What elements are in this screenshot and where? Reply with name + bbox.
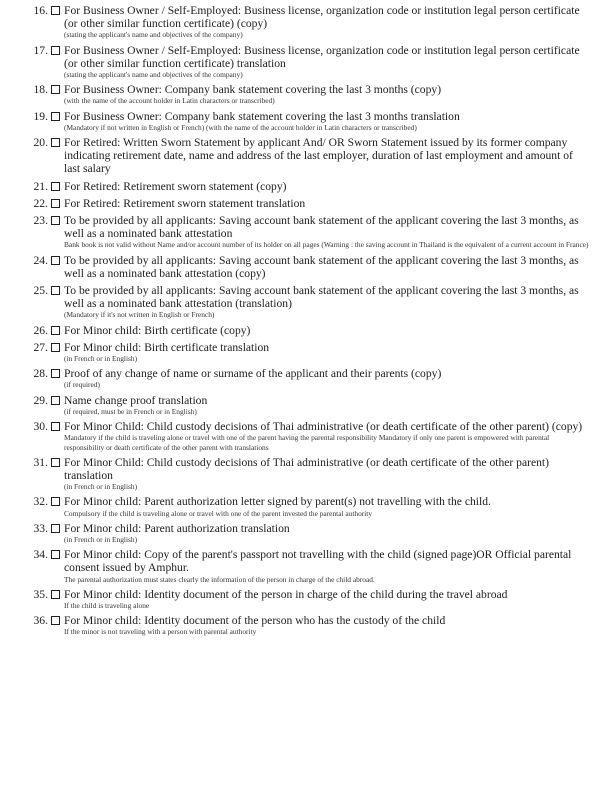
item-text: For Minor Child: Child custody decisions of Thai administrative (or death certificate of the other parent) (copy): [64, 420, 583, 434]
item-body: [64, 394, 590, 416]
item-body: [64, 180, 590, 193]
item-text: For Retired: Retirement sworn statement translation: [64, 196, 306, 210]
item-note: (if required): [64, 380, 100, 390]
item-body: [64, 456, 590, 492]
checklist-item: [18, 456, 590, 492]
item-text: For Minor child: Parent authorization translation: [64, 521, 290, 535]
checkbox[interactable]: [51, 286, 60, 295]
item-body: [64, 4, 590, 40]
item-number: 29.: [33, 393, 48, 407]
checkbox[interactable]: [51, 524, 60, 533]
checkbox[interactable]: [51, 458, 60, 467]
checkbox[interactable]: [51, 216, 60, 225]
checkbox[interactable]: [51, 396, 60, 405]
item-body: [64, 548, 590, 584]
item-number: 19.: [33, 109, 48, 123]
item-text: For Minor child: Parent authorization letter signed by parent(s) not travelling with the child.: [64, 495, 491, 509]
checklist-item: [18, 495, 590, 517]
item-body: [64, 214, 590, 250]
item-body: [64, 136, 590, 176]
item-text: For Retired: Retirement sworn statement (copy): [64, 179, 287, 193]
item-note: (in French or in English): [64, 354, 138, 364]
checklist-item: [18, 394, 590, 416]
item-text: To be provided by all applicants: Saving account bank statement of the applicant covering the last 3 months, as well as a nominated bank attestation (translation): [64, 284, 579, 311]
item-number: 36.: [33, 614, 48, 628]
item-body: [64, 254, 590, 280]
item-text: To be provided by all applicants: Saving account bank statement of the applicant covering the last 3 months, as well as a nominated bank attestation (copy): [64, 253, 579, 280]
checklist-item: [18, 136, 590, 176]
item-body: [64, 522, 590, 544]
checklist-item: [18, 44, 590, 80]
item-text: For Retired: Written Sworn Statement by applicant And/ OR Sworn Statement issued by its former company indicating retirement date, name and address of the last employer, duration of last employment and amount of last salary: [64, 136, 573, 176]
item-body: [64, 495, 590, 517]
checkbox[interactable]: [51, 326, 60, 335]
item-number: 35.: [33, 587, 48, 601]
item-number: 32.: [33, 495, 48, 509]
checkbox[interactable]: [51, 343, 60, 352]
checkbox[interactable]: [51, 422, 60, 431]
checkbox[interactable]: [51, 6, 60, 15]
item-note: The parental authorization must states clearly the information of the person in charge of the child abroad.: [64, 574, 375, 584]
item-number: 30.: [33, 420, 48, 434]
checklist-item: [18, 341, 590, 363]
checklist-item: [18, 420, 590, 452]
item-text: For Business Owner / Self-Employed: Business license, organization code or institution legal person certificate (or other similar function certificate) translation: [64, 43, 580, 70]
item-number: 22.: [33, 196, 48, 210]
checkbox[interactable]: [51, 112, 60, 121]
checkbox[interactable]: [51, 369, 60, 378]
checkbox[interactable]: [51, 85, 60, 94]
checklist-item: [18, 254, 590, 280]
item-note: Mandatory if the child is traveling alone or travel with one of the parent having the parental responsibility Mandatory if only one parent is empowered with parental responsibility or death certificate of the other parent with translations: [64, 433, 550, 452]
item-number: 23.: [33, 214, 48, 228]
item-body: [64, 197, 590, 210]
item-number: 17.: [33, 43, 48, 57]
checklist-item: [18, 83, 590, 105]
item-number: 24.: [33, 253, 48, 267]
item-number: 34.: [33, 548, 48, 562]
item-text: To be provided by all applicants: Saving account bank statement of the applicant covering the last 3 months, as well as a nominated bank attestation: [64, 214, 579, 241]
item-body: [64, 284, 590, 320]
checklist-item: [18, 367, 590, 389]
checkbox[interactable]: [51, 550, 60, 559]
item-text: For Business Owner: Company bank statement covering the last 3 months translation: [64, 109, 460, 123]
checklist-item: [18, 197, 590, 210]
item-body: [64, 367, 590, 389]
item-number: 21.: [33, 179, 48, 193]
checklist-item: [18, 180, 590, 193]
item-text: For Minor child: Birth certificate translation: [64, 340, 270, 354]
item-note: (if required, must be in French or in English): [64, 406, 197, 416]
checkbox[interactable]: [51, 199, 60, 208]
item-body: [64, 614, 590, 636]
item-note: (stating the applicant's name and objectives of the company): [64, 30, 243, 40]
checklist-item: [18, 4, 590, 40]
checklist-item: [18, 548, 590, 584]
checkbox[interactable]: [51, 497, 60, 506]
item-number: 33.: [33, 521, 48, 535]
item-text: For Business Owner: Company bank statement covering the last 3 months (copy): [64, 83, 442, 97]
item-note: (in French or in English): [64, 534, 138, 544]
item-body: [64, 588, 590, 610]
item-body: [64, 420, 590, 452]
item-number: 27.: [33, 340, 48, 354]
checklist-item: [18, 588, 590, 610]
item-text: Proof of any change of name or surname of the applicant and their parents (copy): [64, 367, 442, 381]
item-text: For Business Owner / Self-Employed: Business license, organization code or institution legal person certificate (or other similar function certificate) (copy): [64, 4, 580, 31]
checkbox[interactable]: [51, 182, 60, 191]
checklist-item: [18, 614, 590, 636]
item-number: 20.: [33, 136, 48, 150]
document-checklist: [18, 4, 590, 637]
item-note: (Mandatory if it's not written in English or French): [64, 310, 215, 320]
checklist-item: [18, 214, 590, 250]
checkbox[interactable]: [51, 138, 60, 147]
checkbox[interactable]: [51, 590, 60, 599]
item-body: [64, 341, 590, 363]
item-note: (Mandatory if not written in English or French) (with the name of the account holder in Latin characters or transcribed): [64, 122, 417, 132]
item-number: 16.: [33, 4, 48, 17]
item-text: For Minor child: Copy of the parent's passport not travelling with the child (signed page)OR Official parental consent issued by Amphur.: [64, 548, 572, 575]
item-text: For Minor child: Identity document of the person in charge of the child during the travel abroad: [64, 587, 508, 601]
item-note: (with the name of the account holder in Latin characters or transcribed): [64, 96, 275, 106]
checkbox[interactable]: [51, 46, 60, 55]
item-number: 18.: [33, 83, 48, 97]
item-note: Compulsory if the child is traveling alone or travel with one of the parent invested the parental authority: [64, 508, 373, 518]
item-text: Name change proof translation: [64, 393, 208, 407]
item-text: For Minor child: Birth certificate (copy): [64, 323, 251, 337]
item-body: [64, 110, 590, 132]
item-note: Bank book is not valid without Name and/or account number of its holder on all pages (Warning : the saving account in Thailand is the equivalent of a current account in France): [64, 240, 589, 250]
checkbox[interactable]: [51, 256, 60, 265]
item-text: For Minor Child: Child custody decisions of Thai administrative (or death certificate of the other parent) translation: [64, 455, 549, 482]
checklist-item: [18, 522, 590, 544]
item-number: 25.: [33, 284, 48, 298]
checklist-item: [18, 284, 590, 320]
item-body: [64, 83, 590, 105]
item-body: [64, 324, 590, 337]
checklist-item: [18, 324, 590, 337]
item-number: 31.: [33, 455, 48, 469]
item-number: 28.: [33, 367, 48, 381]
item-note: If the child is traveling alone: [64, 600, 150, 610]
checklist-item: [18, 110, 590, 132]
checkbox[interactable]: [51, 616, 60, 625]
item-number: 26.: [33, 323, 48, 337]
item-note: If the minor is not traveling with a person with parental authority: [64, 627, 257, 637]
item-note: (in French or in English): [64, 482, 138, 492]
item-body: [64, 44, 590, 80]
item-note: (stating the applicant's name and objectives of the company): [64, 70, 243, 80]
item-text: For Minor child: Identity document of the person who has the custody of the child: [64, 614, 446, 628]
